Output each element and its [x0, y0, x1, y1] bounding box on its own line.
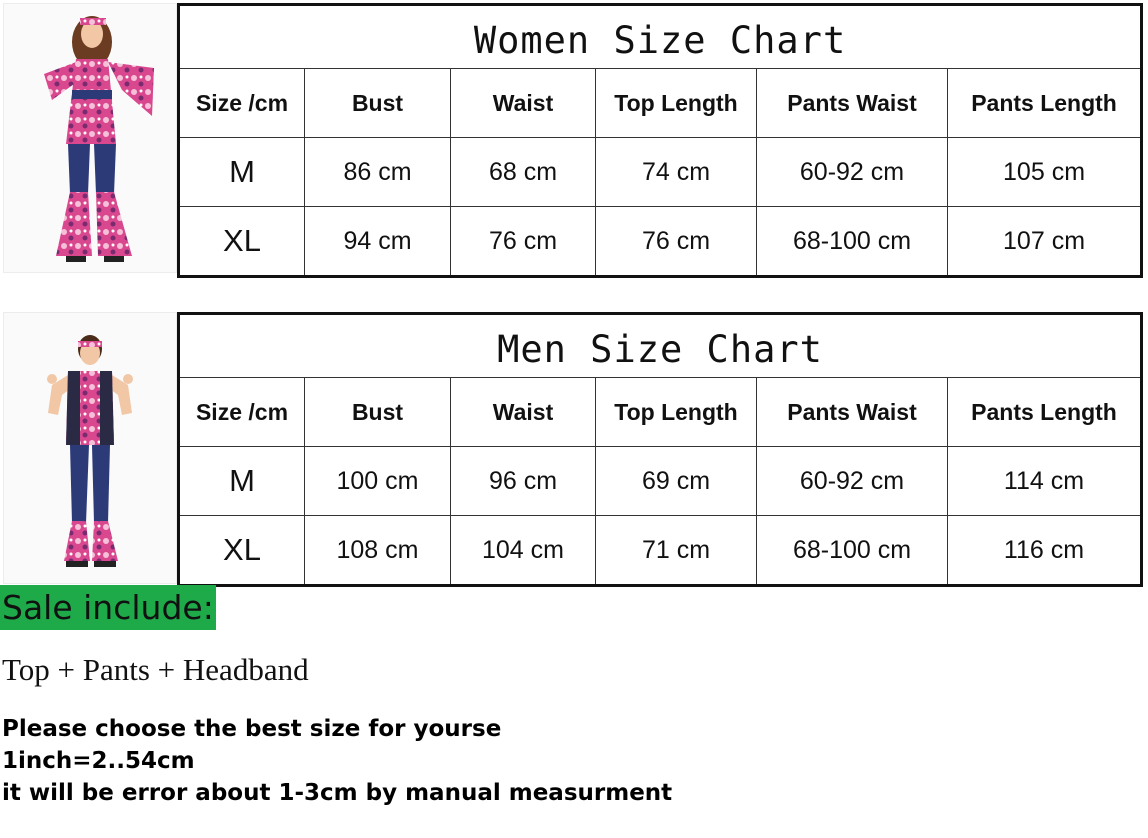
header-cell: Top Length [596, 69, 757, 138]
value-cell: 108 cm [305, 516, 451, 586]
table-row [179, 516, 1142, 586]
header-cell: Waist [451, 378, 596, 447]
value-cell: 94 cm [305, 207, 451, 277]
size-cell: XL [179, 207, 305, 277]
table-row [179, 447, 1142, 516]
value-cell: 96 cm [451, 447, 596, 516]
men-header-row [179, 378, 1142, 447]
value-cell: 68-100 cm [757, 207, 948, 277]
size-cell: XL [179, 516, 305, 586]
men-size-chart [177, 312, 1143, 587]
sale-include-label: Sale include: [0, 585, 216, 630]
header-cell: Bust [305, 378, 451, 447]
size-note: Please choose the best size for yourse [2, 716, 502, 742]
value-cell: 114 cm [948, 447, 1142, 516]
value-cell: 68 cm [451, 138, 596, 207]
header-cell: Size /cm [179, 69, 305, 138]
value-cell: 116 cm [948, 516, 1142, 586]
header-cell: Waist [451, 69, 596, 138]
value-cell: 60-92 cm [757, 447, 948, 516]
women-costume-photo [3, 3, 177, 273]
women-size-chart [177, 3, 1143, 278]
header-cell: Pants Waist [757, 378, 948, 447]
value-cell: 100 cm [305, 447, 451, 516]
header-cell: Pants Length [948, 69, 1142, 138]
value-cell: 74 cm [596, 138, 757, 207]
table-row [179, 207, 1142, 277]
women-chart-title: Women Size Chart [179, 5, 1142, 69]
value-cell: 86 cm [305, 138, 451, 207]
header-cell: Bust [305, 69, 451, 138]
header-cell: Size /cm [179, 378, 305, 447]
value-cell: 60-92 cm [757, 138, 948, 207]
value-cell: 105 cm [948, 138, 1142, 207]
size-cell: M [179, 447, 305, 516]
header-cell: Pants Waist [757, 69, 948, 138]
size-cell: M [179, 138, 305, 207]
women-header-row [179, 69, 1142, 138]
sale-items-text: Top + Pants + Headband [2, 652, 309, 687]
error-note: it will be error about 1-3cm by manual measurment [2, 780, 673, 806]
value-cell: 107 cm [948, 207, 1142, 277]
value-cell: 104 cm [451, 516, 596, 586]
value-cell: 68-100 cm [757, 516, 948, 586]
value-cell: 76 cm [451, 207, 596, 277]
men-costume-photo [3, 312, 177, 584]
value-cell: 76 cm [596, 207, 757, 277]
header-cell: Pants Length [948, 378, 1142, 447]
table-row [179, 138, 1142, 207]
men-chart-title: Men Size Chart [179, 314, 1142, 378]
value-cell: 69 cm [596, 447, 757, 516]
conversion-note: 1inch=2..54cm [2, 748, 195, 774]
value-cell: 71 cm [596, 516, 757, 586]
header-cell: Top Length [596, 378, 757, 447]
